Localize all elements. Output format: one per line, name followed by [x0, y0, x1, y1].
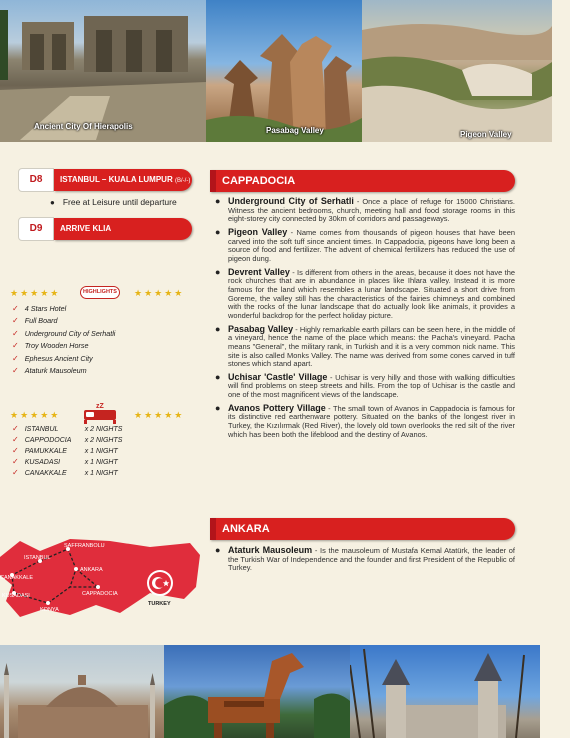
topkapi-palace-towers-image — [350, 645, 540, 738]
attraction-description: Uchisar is very hilly and those with walking difficulties will find problems on steep streets and hills. From the top of Uchisar is the castle and one of the most magnificent views of the landscape. — [228, 372, 515, 400]
nights-item: ✓ CAPPODOCIA x 2 NIGHTS — [12, 435, 123, 444]
highlight-item: ✓ Troy Wooden Horse — [12, 341, 89, 351]
star-icons-left: ★★★★★ — [10, 288, 61, 298]
attraction-entry: ● Uchisar 'Castle' Village - Uchisar is very hilly and those with walking difficulties will find problems on steep streets and hills. From the top of Uchisar is the castle and one of the most magnificent views of the landscape. — [215, 373, 515, 400]
attraction-description: Is the mausoleum of Mustafa Kemal Atatürk, the leader of the Turkish War of Independence and the founder and first President of the Republic of Turkey. — [228, 546, 515, 573]
highlight-item: ✓ Ephesus Ancient City — [12, 353, 93, 363]
attraction-name: Devrent Valley — [228, 266, 290, 277]
attraction-name: Pasabag Valley — [228, 323, 294, 334]
day8-meals: (B/-/-) — [174, 178, 191, 184]
day9-title: ARRIVE KLIA — [60, 224, 112, 233]
day9-header — [18, 217, 192, 241]
map-label-ankara: ANKARA — [80, 567, 103, 573]
check-icon: ✓ — [12, 328, 19, 338]
check-icon: ✓ — [12, 468, 19, 477]
nights-list — [12, 423, 122, 478]
attraction-entry: ● Pasabag Valley - Highly remarkable earth pillars can be seen here, in the middle of a vineyard, hence the name of the place which means: the Pacha's vineyard. Pacha means "General", the military rank, in Turkish and it is a very common nick name. This site is also called Monks Valley. The name was derived from some cones carved in tuff stones which stand apart. — [215, 325, 515, 369]
nights-item: ✓ KUSADASI x 1 NIGHT — [12, 457, 118, 466]
photo-troy-horse — [164, 645, 350, 738]
photo-topkapi-palace — [350, 645, 540, 738]
map-label-canakkale: CANAKKALE — [0, 575, 34, 581]
attraction-description: The small town of Avanos in Cappadocia is famous for its distinctive red earthenware pottery. Situated on the banks of the longest river in Turkey, the Kızılırmak (Red River), the lovely old town overlooks the red silt of the river which has been both the lifeblood and the destiny of Avanos. — [228, 403, 515, 439]
star-icons-right: ★★★★★ — [134, 410, 185, 420]
check-icon: ✓ — [12, 435, 19, 444]
attraction-name: Avanos Pottery Village — [228, 402, 326, 413]
star-icons-right: ★★★★★ — [134, 288, 185, 298]
attraction-entry: ● Pigeon Valley - Name comes from thousands of pigeon houses that have been carved into the soft tuff since ancient times. In Cappadocia, pigeons have long been a source of food and fertilizer. The advent of chemical fertilizers has reduced the use of pigeon dung. — [215, 228, 515, 264]
turkey-route-map — [0, 535, 200, 621]
day8-title-bar — [54, 169, 192, 191]
photo-pigeon-valley — [362, 0, 552, 142]
map-label-saffranbolu: SAFFRANBOLU — [64, 543, 105, 549]
ankara-entries — [215, 546, 515, 577]
nights-item: ✓ CANAKKALE x 1 NIGHT — [12, 468, 118, 477]
pasabag-fairy-chimneys-image — [206, 0, 362, 142]
svg-text:zZ: zZ — [96, 403, 104, 410]
check-icon: ✓ — [12, 365, 19, 375]
map-label-istanbul: ISTANBUL — [24, 555, 51, 561]
check-icon: ✓ — [12, 316, 19, 326]
pigeon-valley-landscape-image — [362, 0, 552, 142]
check-icon: ✓ — [12, 304, 19, 313]
hagia-sophia-image — [0, 645, 164, 738]
nights-item: ✓ PAMUKKALE x 1 NIGHT — [12, 446, 118, 455]
highlight-item: ✓ Underground City of Serhatli — [12, 328, 116, 338]
nights-item: ✓ ISTANBUL x 2 NIGHTS — [12, 424, 123, 433]
photo-hagia-sophia — [0, 645, 164, 738]
attraction-description: Once a place of refuge for 15000 Christians. Witness the ancient bedrooms, church, meeting hall and food storage rooms in this eight-storey city connected by 30km of corridors and passageways. — [228, 197, 515, 224]
day8-number: D8 — [18, 168, 54, 192]
attraction-name: Uchisar 'Castle' Village — [228, 371, 328, 382]
photo-caption-pasabag: Pasabag Valley — [266, 126, 324, 135]
attraction-name: Underground City of Serhatli — [228, 196, 354, 206]
day9-number: D9 — [18, 217, 54, 241]
cappadocia-entries — [215, 197, 515, 443]
star-icons-left: ★★★★★ — [10, 410, 61, 420]
day8-note: ● Free at Leisure until departure — [50, 197, 177, 207]
ankara-section-header: ANKARA — [210, 518, 515, 540]
check-icon: ✓ — [12, 446, 19, 455]
map-country-label: TURKEY — [148, 601, 171, 607]
photo-hierapolis — [0, 0, 206, 142]
highlight-item: ✓ Ataturk Mausoleum — [12, 365, 87, 375]
photo-caption-pigeon-valley: Pigeon Valley — [460, 130, 512, 139]
map-label-konya: KONYA — [40, 607, 59, 613]
attraction-name: Pigeon Valley — [228, 226, 288, 237]
highlight-item: ✓ Full Board — [12, 316, 58, 326]
bed-icon — [82, 400, 118, 424]
check-icon: ✓ — [12, 341, 19, 351]
check-icon: ✓ — [12, 424, 19, 433]
day9-title-bar — [54, 218, 192, 240]
highlight-item: ✓ 4 Stars Hotel — [12, 304, 67, 313]
troy-wooden-horse-image — [164, 645, 350, 738]
check-icon: ✓ — [12, 353, 19, 363]
photo-caption-hierapolis: Ancient City Of Hierapolis — [34, 122, 133, 131]
attraction-description: Highly remarkable earth pillars can be seen here, in the middle of a vineyard, hence the name of the place which means: the Pacha's vineyard. Pacha means "General", the military rank, in Turkish and it is a very common nick name. This site is also called Monks Valley. The name was derived from some cones carved in tuff stones which stand apart. — [228, 324, 516, 369]
day8-title: ISTANBUL – KUALA LUMPUR — [60, 175, 173, 184]
photo-pasabag — [206, 0, 362, 142]
attraction-entry: ● Ataturk Mausoleum - Is the mausoleum of Mustafa Kemal Atatürk, the leader of the Turkish War of Independence and the founder and first President of the Republic of Turkey. — [215, 546, 515, 573]
attraction-description: Name comes from thousands of pigeon houses that have been carved into the soft tuff since ancient times. In Cappadocia, pigeons have long been a source of food and fertilizer. The advent of chemical fertilizers has reduced the use of pigeon dung. — [228, 227, 515, 263]
highlights-badge: HIGHLIGHTS — [80, 286, 120, 299]
day8-header — [18, 168, 192, 192]
attraction-entry: ● Avanos Pottery Village - The small town of Avanos in Cappadocia is famous for its distinctive red earthenware pottery. Situated on the banks of the longest river in Turkey, the Kızılırmak (Red River), the lovely old town overlooks the red silt of the river which has been both the lifeblood and the destiny of Avanos. — [215, 404, 515, 440]
map-label-kusadasi: KUSADASI — [2, 593, 30, 599]
attraction-entry: ● Underground City of Serhatli - Once a place of refuge for 15000 Christians. Witness the ancient bedrooms, church, meeting hall and food storage rooms in this eight-storey city connected by 30km of corridors and passageways. — [215, 197, 515, 224]
map-label-cappadocia: CAPPADOCIA — [82, 591, 118, 597]
attraction-name: Ataturk Mausoleum — [228, 545, 313, 555]
cappadocia-section-header: CAPPADOCIA — [210, 170, 515, 192]
hierapolis-ruins-image — [0, 0, 206, 142]
attraction-entry: ● Devrent Valley - Is different from others in the areas, because it does not have the rock churches that are in abundance in places like Ihlara valley. Instead it is more famous for the land which resembles a lunar landscape. Situated a short drive from Goreme, the valley still has the characteristics of the fairies chimneys and combined with the rocks of the lunar landscape that do actually look like animals, it provides a wonderful backdrop for the perfect holiday picture. — [215, 268, 515, 321]
check-icon: ✓ — [12, 457, 19, 466]
highlights-list — [12, 303, 115, 377]
attraction-description: Is different from others in the areas, because it does not have the rock churches that are in abundance in places like Ihlara valley. Instead it is more famous for the land which resembles a lunar landscape. Situated a short drive from Goreme, the valley still has the characteristics of the fairies chimneys and combined with the rocks of the lunar landscape that do actually look like animals, it provides a wonderful backdrop for the perfect holiday picture. — [228, 267, 515, 320]
